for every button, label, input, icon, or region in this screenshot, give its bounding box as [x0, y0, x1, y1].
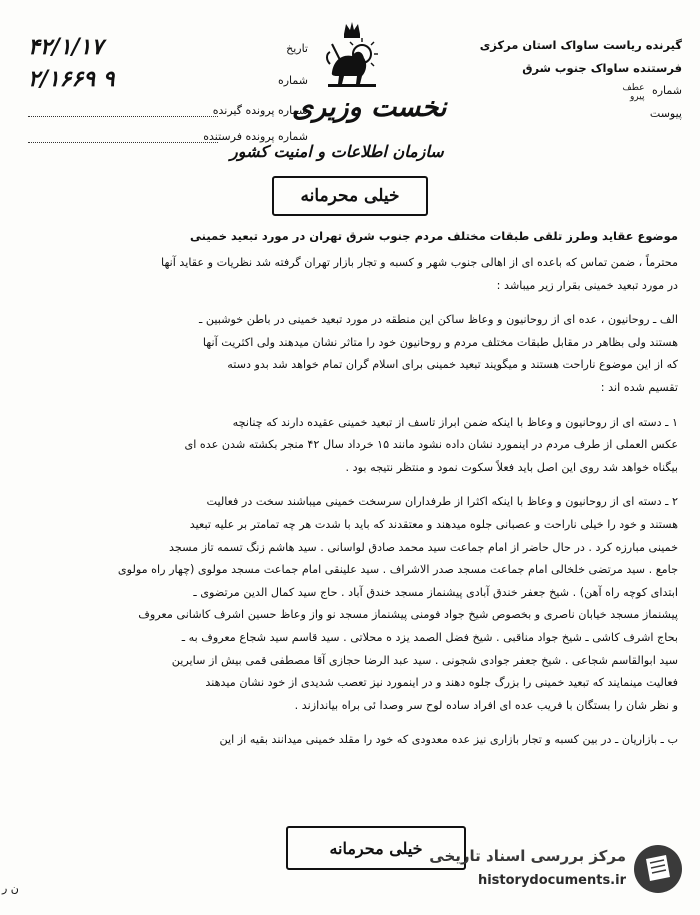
- recipient-line: گیرنده ریاست ساواک استان مرکزی: [479, 38, 682, 52]
- reference-sub-atf: عطف: [622, 83, 645, 93]
- body-line: خمینی مبارزه کرد . در حال حاضر از امام جماعت سید محمد صادق لواسانی . سید هاشم زنگ تسمه تاز مسجد: [169, 540, 678, 554]
- body-line: تقسیم شده اند :: [600, 380, 678, 394]
- body-line: هستند و خود را خیلی ناراحت و عصبانی جلوه میدهند و معتقدند که باید با شدت هر چه تمامتر بر علیه تبعید: [189, 517, 678, 531]
- body-line: جامع . سید مرتضی خلخالی امام جماعت مسجد صدر الاشراف . سید علینقی امام جماعت مسجد مولوی (چهار راه مولوی: [117, 563, 678, 577]
- sender-file-label: شماره پرونده فرستنده: [203, 130, 308, 143]
- body-line: الف ـ روحانیون ، عده ای از روحانیون و وعاظ ساکن این منطقه در مورد تبعید خمینی در باطن خوشبین ـ: [198, 313, 678, 327]
- date-row: [28, 36, 308, 62]
- reference-number-label: شماره: [651, 84, 682, 97]
- letterhead-title: نخست وزیری: [292, 92, 447, 123]
- reference-number-sub: [622, 84, 644, 102]
- reference-number-line: [442, 84, 682, 107]
- body-line: ب ـ بازاریان ـ در بین کسبه و تجار بازاری نیز عده معدودی که خود را مقلد خمینی میدانند بقیه از این: [219, 733, 678, 747]
- reference-sub-peyro: پیرو: [629, 92, 645, 102]
- subject-line: موضوع عقاید وطرز تلقی طبقات مختلف مردم جنوب شرق تهران در مورد تبعید خمینی: [190, 229, 678, 243]
- document-meta-left: [28, 36, 308, 150]
- classification-stamp: [272, 176, 428, 216]
- body-line: سید ابوالقاسم شجاعی . شیخ جعفر جوادی شجونی . سید عبد الرضا حجازی آقا مصطفی قمی بیش از سایرین: [171, 653, 678, 667]
- body-line: و نظر شان را بستگان با فریب عده ای افراد ساده لوح سر وصدا ئی براه بیاندازند .: [294, 698, 678, 712]
- body-line: بحاج اشرف کاشی ـ شیخ جواد مناقبی . شیخ فضل الصمد یزد ه محلاتی . سید قاسم سید شجاع معروف به ـ: [181, 630, 678, 644]
- sender-line: فرستنده ساواک جنوب شرق: [522, 61, 682, 75]
- number-value: ۲/۱۶۶۹ ۹: [28, 66, 115, 92]
- body-line: هستند ولی بظاهر در مقابل طبقات مختلف مردم و روحانیون خود را متاثر نشان میدهند ولی اکثریت آنها: [202, 335, 678, 349]
- recipient-file-dots: [28, 116, 218, 117]
- number-row: [28, 68, 308, 94]
- body-line: ۲ ـ دسته ای از روحانیون و وعاظ با اینکه اکثرا از طرفداران سرسخت خمینی میباشند سخت در فعالیت: [206, 495, 678, 509]
- attachment-line: پیوست: [649, 107, 682, 120]
- document-meta-right: [442, 38, 682, 130]
- date-label: تاریخ: [286, 42, 308, 55]
- body-line: پیشنماز مسجد خیابان ناصری و بخصوص شیخ جواد فومنی پیشنماز مسجد نو واز وعاظ حسین اشرف کاشانی معروف: [138, 608, 678, 622]
- body-line: در مورد تبعید خمینی بقرار زیر میباشد :: [496, 278, 678, 292]
- recipient-file-label: شماره پرونده گیرنده: [212, 104, 308, 117]
- footer-classification-stamp-text: خیلی محرمانه: [329, 838, 423, 858]
- footer-left-fragment: ن ر: [2, 882, 19, 895]
- recipient-file-row: [28, 98, 308, 124]
- body-line: عکس العملی از طرف مردم در اینمورد نشان داده نشود مانند ۱۵ خرداد سال ۴۲ منجر بکشته شدن عده ای: [184, 438, 678, 452]
- body-line: که از این موضوع ناراحت هستند و میگویند تبعید خمینی برای اسلام گران تمام خواهد شد بدو دسته: [227, 358, 678, 372]
- classification-stamp-text: خیلی محرمانه: [300, 186, 400, 206]
- letterhead-subtitle: سازمان اطلاعات و امنیت کشور: [230, 142, 444, 161]
- lion-and-sun-emblem-icon: [322, 20, 382, 90]
- document-body: [18, 252, 678, 752]
- watermark-title: مرکز بررسی اسناد تاریخی: [429, 847, 626, 865]
- archive-watermark: [410, 839, 690, 903]
- archive-logo-icon: [632, 843, 684, 895]
- body-line: ۱ ـ دسته ای از روحانیون و وعاظ با اینکه ضمن ابراز تاسف از تبعید خمینی عقیده دارند که چنانچه: [232, 415, 678, 429]
- body-line: محترماً ، ضمن تماس که باعده ای از اهالی جنوب شهر و کسبه و تجار بازار تهران گرفته شد نظریات و عقاید آنها: [161, 256, 678, 269]
- number-label: شماره: [277, 74, 308, 87]
- watermark-url: historydocuments.ir: [477, 873, 626, 888]
- sender-file-dots: [28, 142, 218, 143]
- body-line: بیگناه خواهد شد روی این اصل باید فعلاً سکوت نمود و منتظر نتیجه بود .: [345, 460, 678, 474]
- body-line: ابتدای کوچه راه آهن) . شیخ جعفر خندق آبادی پیشنماز مسجد خندق آباد . حاج سید کمال الدین مرتضوی ـ: [193, 585, 678, 599]
- date-value: ۴۲/۱/۱۷: [28, 34, 104, 60]
- body-line: فعالیت مینمایند که تبعید خمینی را بزرگ جلوه دهند و در اینمورد نیز تعصب شدیدی از خود نشان میدهند: [205, 676, 678, 690]
